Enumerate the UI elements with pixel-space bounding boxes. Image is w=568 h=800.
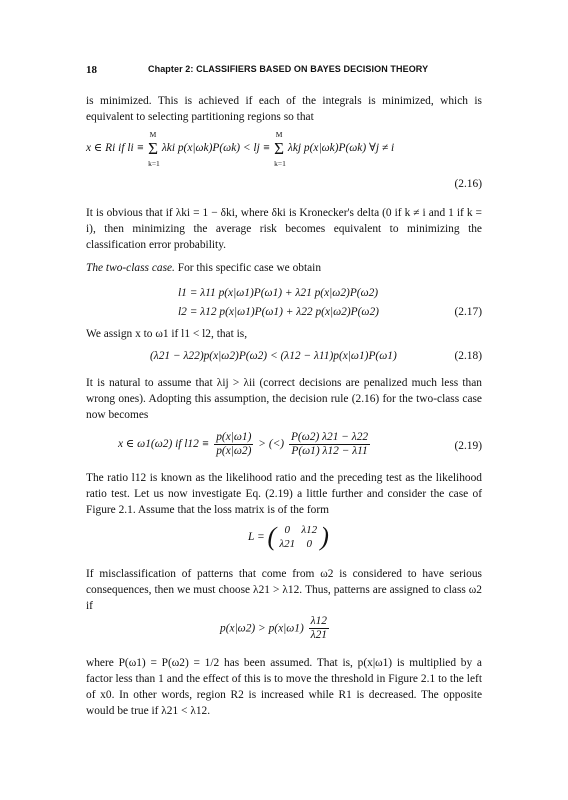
matrix-body: [276, 523, 320, 551]
eq-2-16-term2: λkj p(x|ωk)P(ωk) ∀j ≠ i: [287, 142, 395, 155]
paragraph-3: [86, 260, 482, 276]
matrix-cell: 0: [306, 538, 312, 550]
matrix-cell: 0: [284, 524, 290, 536]
fraction-numerator: p(x|ω1): [216, 431, 252, 443]
matrix-cell: λ21: [279, 538, 296, 550]
eq-2-16-term1: λki p(x|ωk)P(ωk) < lj ≡: [161, 142, 271, 155]
equation-2-19: [118, 431, 372, 458]
fraction-numerator: P(ω2) λ21 − λ22: [290, 431, 369, 443]
matrix-lhs: L =: [248, 531, 265, 543]
paragraph-7: If misclassification of patterns that come from ω2 is considered to have serious consequences, then we must choose λ21 > λ12. Thus, patterns are assigned to class ω2 if: [86, 568, 482, 612]
fraction-denominator: λ21: [310, 629, 327, 641]
inequality-lhs: p(x|ω2) > p(x|ω1): [220, 622, 304, 635]
equation-2-17-line1: l1 = λ11 p(x|ω1)P(ω1) + λ21 p(x|ω2)P(ω2): [178, 287, 379, 299]
matrix-cell: λ12: [301, 524, 318, 536]
fraction-denominator: P(ω1) λ12 − λ11: [291, 445, 368, 457]
chapter-title: Chapter 2: CLASSIFIERS BASED ON BAYES DECISION THEORY: [148, 64, 429, 74]
sum-symbol: Σ M k=1: [148, 130, 160, 168]
paragraph-4: We assign x to ω1 if l1 < l2, that is,: [86, 328, 248, 340]
paragraph-1: is minimized. This is achieved if each of the integrals is minimized, which is equivalent to selecting partitioning regions so that: [86, 95, 482, 123]
sum-upper-limit: M: [149, 130, 157, 139]
loss-matrix: [248, 522, 329, 552]
matrix-left-paren: (: [267, 522, 277, 551]
paragraph-8: where P(ω1) = P(ω2) = 1/2 has been assumed. That is, p(x|ω1) is multiplied by a factor less than 1 and the effect of this is to move the threshold in Figure 2.1 to the left of x0. In other words, region R2 is increased while R1 is decreased. The opposite would be true if λ21 < λ12.: [86, 657, 482, 717]
eq-2-19-lhs: x ∈ ω1(ω2) if l12 ≡: [118, 438, 210, 451]
fraction-denominator: p(x|ω2): [216, 445, 252, 457]
sum-lower-limit: k=1: [148, 158, 160, 168]
paragraph-2: It is obvious that if λki = 1 − δki, where δki is Kronecker's delta (0 if k ≠ i and 1 if k = i), then minimizing the average risk becomes equivalent to minimizing the classification error probability.: [86, 207, 482, 251]
matrix-right-paren: ): [320, 522, 329, 551]
loss-ratio-fraction: [309, 615, 329, 642]
assignment-inequality: [220, 615, 331, 642]
sum-upper-limit: M: [275, 130, 283, 139]
equation-number-2-18: (2.18): [454, 350, 482, 362]
two-class-case-heading: The two-class case.: [86, 262, 175, 274]
equation-number-2-19: (2.19): [454, 440, 482, 452]
sum-symbol: Σ M k=1: [274, 130, 286, 168]
paragraph-3-text: For this specific case we obtain: [174, 262, 322, 274]
eq-2-16-lhs: x ∈ Ri if li ≡: [86, 142, 145, 155]
fraction-numerator: λ12: [310, 615, 327, 627]
equation-2-18: (λ21 − λ22)p(x|ω2)P(ω2) < (λ12 − λ11)p(x|ω1)P(ω1): [150, 350, 397, 362]
sum-lower-limit: k=1: [274, 158, 286, 168]
paragraph-5: It is natural to assume that λij > λii (correct decisions are penalized much less than wrong ones). Adopting this assumption, the decision rule (2.16) for the two-class case now becomes: [86, 377, 482, 421]
likelihood-ratio-fraction: [214, 431, 253, 458]
page-number: 18: [86, 64, 97, 76]
equation-2-16: [86, 130, 395, 168]
equation-number-2-16: (2.16): [454, 178, 482, 190]
paragraph-6: The ratio l12 is known as the likelihood ratio and the preceding test as the likelihood ratio test. Let us now investigate Eq. (2.19) a little further and consider the case of Figure 2.1. Assume that the loss matrix is of the form: [86, 472, 482, 516]
threshold-fraction: [289, 431, 370, 458]
running-header: [86, 64, 486, 76]
equation-number-2-17: (2.17): [454, 306, 482, 318]
eq-2-19-operator: > (<): [258, 438, 285, 451]
equation-2-17-line2: l2 = λ12 p(x|ω1)P(ω1) + λ22 p(x|ω2)P(ω2): [178, 306, 379, 318]
